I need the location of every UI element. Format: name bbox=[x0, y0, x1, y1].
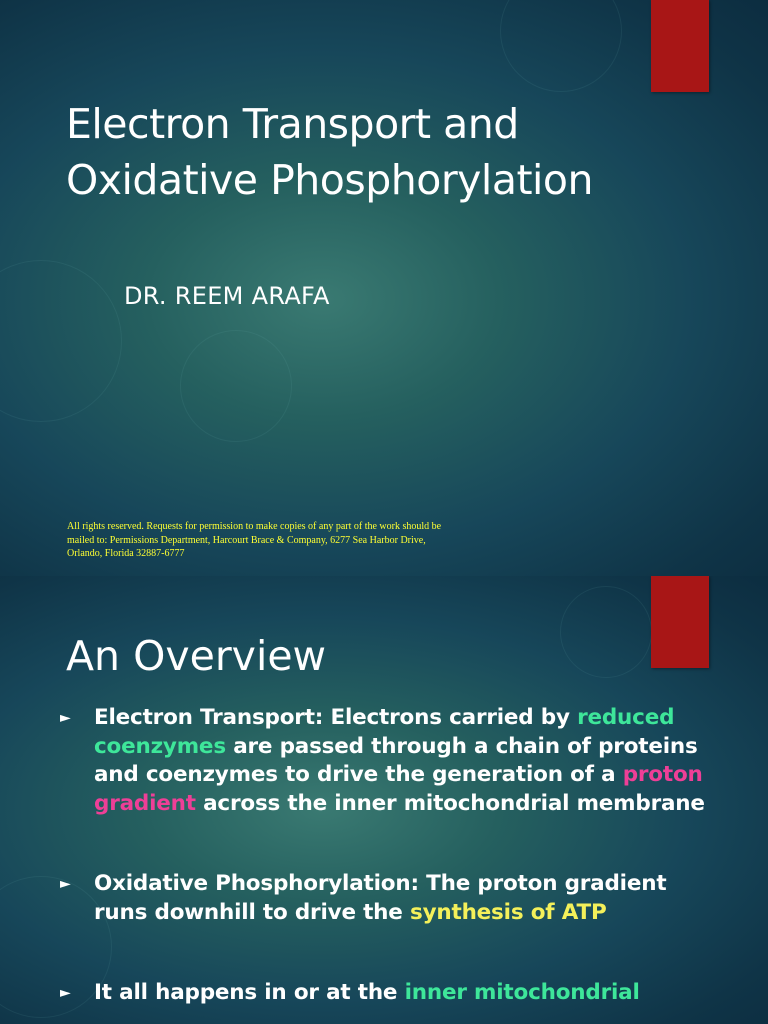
decorative-circle bbox=[180, 330, 292, 442]
presenter-name: DR. REEM ARAFA bbox=[124, 282, 330, 310]
bullet-text: It all happens in or at the bbox=[94, 980, 405, 1005]
bullet-oxidative-phosphorylation bbox=[58, 870, 718, 927]
red-accent-tab bbox=[651, 0, 709, 92]
overview-slide bbox=[0, 576, 768, 1024]
triangle-right-arrow-icon: ► bbox=[60, 985, 71, 1001]
copyright-notice: All rights reserved. Requests for permission to make copies of any part of the work should be mailed to: Permissions Department, Harcourt Brace & Company, 6277 Sea Harbor Drive, Orlando, Florida 32887-6777 bbox=[67, 521, 442, 559]
slide-title: Electron Transport and Oxidative Phosphorylation bbox=[66, 100, 593, 204]
bullet-electron-transport bbox=[58, 704, 718, 818]
highlight-reduced-coenzymes: reduced coenzymes bbox=[94, 705, 675, 759]
bullet-text: are passed through a chain of proteins and coenzymes to drive the generation of a bbox=[94, 733, 698, 787]
highlight-inner-mitochondrial: inner mitochondrial bbox=[404, 980, 640, 1005]
slide-title: An Overview bbox=[66, 632, 327, 680]
highlight-synthesis-of-atp: synthesis of ATP bbox=[409, 899, 607, 925]
triangle-right-arrow-icon: ► bbox=[60, 876, 71, 892]
decorative-circle bbox=[500, 0, 622, 92]
decorative-circle bbox=[0, 260, 122, 422]
bullet-location bbox=[58, 979, 718, 1008]
bullet-text: Oxidative Phosphorylation: The proton gradient runs downhill to drive the bbox=[94, 871, 667, 925]
highlight-proton-gradient: proton gradient bbox=[94, 762, 703, 816]
triangle-right-arrow-icon: ► bbox=[60, 710, 71, 726]
red-accent-tab bbox=[651, 576, 709, 668]
bullet-list bbox=[58, 704, 718, 1008]
bullet-text: across the inner mitochondrial membrane bbox=[195, 790, 705, 816]
decorative-circle bbox=[560, 586, 652, 678]
bullet-text: Electron Transport: Electrons carried by bbox=[94, 705, 578, 730]
